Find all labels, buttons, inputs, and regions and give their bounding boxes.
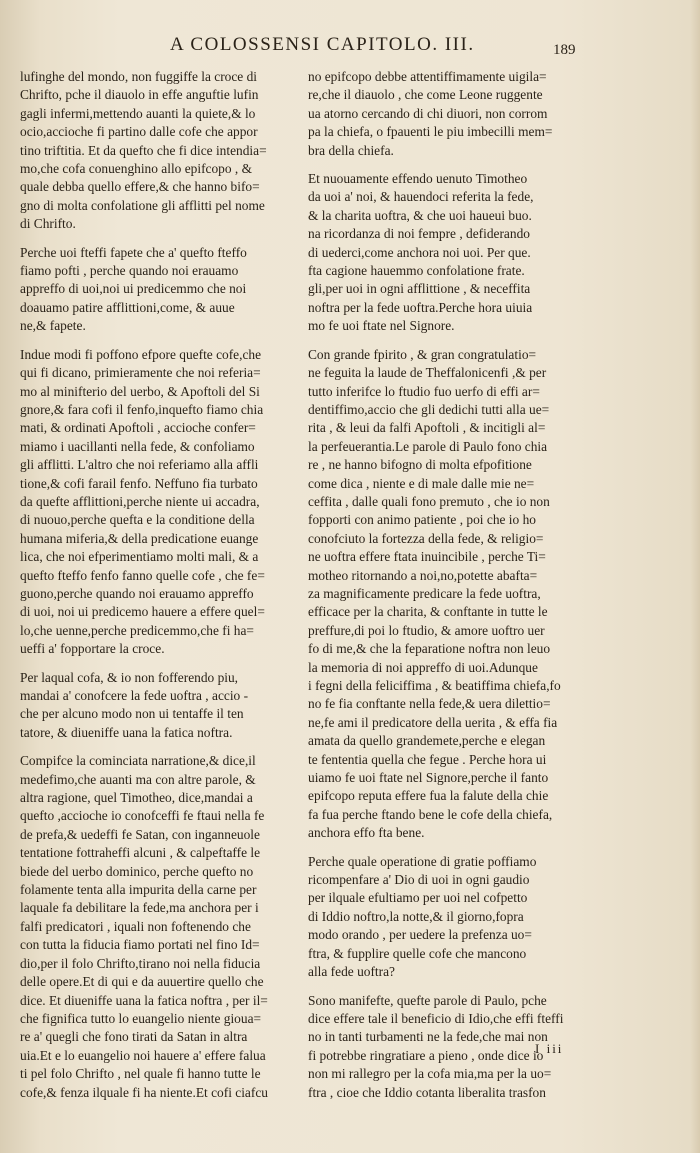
text-line: re,che il diauolo , che come Leone ruggente <box>308 87 543 103</box>
text-line: preffure,di poi lo ftudio, & amore uoftro uer <box>308 622 545 638</box>
text-line: Per laqual cofa, & io non fofferendo piu, <box>20 669 239 685</box>
text-line: che per alcuno modo non ui tentaffe il ten <box>20 706 244 722</box>
text-line: re , ne hanno bifogno di molta efpofitione <box>308 457 532 473</box>
text-line: mandai a' conofcere la fede uoftra , accio - <box>20 688 249 703</box>
text-line: ocio,accioche fi partino dalle cofe che appor <box>20 124 258 140</box>
text-line: epifcopo reputa effere fua la falute della chie <box>308 788 549 804</box>
text-line: gagli infermi,mettendo auanti la quiete,& lo <box>20 105 256 121</box>
text-line: ne uoftra effere ftata inuincibile , perche Ti= <box>308 549 546 565</box>
text-line: non mi rallegro per la cofa mia,ma per la uo= <box>308 1066 552 1082</box>
text-line: ceffita , dalle quali fono premuto , che io non <box>308 493 550 509</box>
text-line: di Iddio noftro,la notte,& il giorno,fopra <box>308 908 524 924</box>
text-line: Con grande fpirito , & gran congratulatio= <box>308 346 537 362</box>
text-line: de prefa,& uedeffi fe Satan, con inganneuole <box>20 826 260 842</box>
paragraph <box>20 244 305 336</box>
text-line: per ilquale efultiamo per uoi nel cofpetto <box>308 890 528 906</box>
text-line: dentiffimo,accio che gli dedichi tutti alla ue= <box>308 401 550 417</box>
text-line: medefimo,che auanti ma con altre parole, & <box>20 771 256 787</box>
text-line: te fententia quella che fegue . Perche hora ui <box>308 751 547 767</box>
text-line: & la charita uoftra, & che uoi haueui buo. <box>308 207 532 223</box>
text-line: modo orando , per uedere la prefenza uo= <box>308 927 532 943</box>
text-line: ueffi a' fopportare la croce. <box>20 641 165 657</box>
text-line: doauamo patire afflittioni,come, & auue <box>20 299 235 315</box>
text-line: dice effere tale il beneficio di Idio,che effi fteffi <box>308 1010 564 1026</box>
text-line: conofciuto la fortezza della fede, & religio= <box>308 530 544 546</box>
text-line: fi potrebbe ringratiare a pieno , onde dice io <box>308 1047 544 1063</box>
text-line: ne,fe ami il predicatore della uerita , & effa fia <box>308 714 558 730</box>
text-line: di Chrifto. <box>20 216 76 232</box>
text-line: la memoria di noi appreffo di uoi.Adunque <box>308 659 538 675</box>
text-line: lica, che noi efperimentiamo molti mali, & a <box>20 549 259 565</box>
text-line: ftra , cioe che Iddio cotanta liberalita trasfon <box>308 1084 546 1100</box>
text-line: delle opere.Et di qui e da auuertire quello che <box>20 974 264 990</box>
text-line: Et nuouamente effendo uenuto Timotheo <box>308 171 528 187</box>
text-line: ti pel folo Chrifto , nel quale fi hanno tutte le <box>20 1066 261 1082</box>
text-line: ua atorno cercando di chi diuori, non corrom <box>308 105 548 121</box>
text-line: efficace per la charita, & conftante in tutte le <box>308 604 548 620</box>
text-line: fiamo pofti , perche quando noi erauamo <box>20 263 239 279</box>
text-line: lufinghe del mondo, non fuggiffe la croce di <box>20 69 257 84</box>
text-line: uiamo fe uoi ftate nel Signore,perche il fanto <box>308 770 549 786</box>
right-column <box>308 68 593 1112</box>
text-line: tatore, & diueniffe uana la fatica noftra. <box>20 724 233 740</box>
text-line: mo fe uoi ftate nel Signore. <box>308 318 455 334</box>
text-line: motheo ritornando a noi,no,potette abafta= <box>308 567 538 583</box>
text-line: di nuouo,perche quefta e la conditione della <box>20 512 255 528</box>
text-line: con tutta la fiducia fiamo portati nel fino Id= <box>20 937 260 953</box>
text-line: noftra per la fede uoftra.Perche hora uiuia <box>308 299 533 315</box>
text-line: humana miferia,& della predicatione euange <box>20 530 259 546</box>
text-line: alla fede uoftra? <box>308 964 395 980</box>
text-line: la perfeuerantia.Le parole di Paulo fono chia <box>308 438 548 454</box>
paragraph <box>20 752 305 1102</box>
text-line: come dica , niente e di male dalle mie ne= <box>308 475 535 491</box>
text-line: Sono manifefte, quefte parole di Paulo, pche <box>308 992 547 1008</box>
paragraph <box>20 68 305 234</box>
text-line: guono,perche quando noi erauamo appreffo <box>20 585 254 601</box>
text-line: fo di me,& che la feparatione noftra non leuo <box>308 641 551 657</box>
text-line: gli afflitti. L'altro che noi referiamo alla affli <box>20 457 259 473</box>
text-line: tione,& cofi farail fenfo. Neffuno fia turbato <box>20 475 258 491</box>
text-line: ne feguita la laude de Theffalonicenfi ,& per <box>308 365 547 381</box>
text-line: da quefte afflittioni,perche niente ui accadra, <box>20 493 260 509</box>
signature-mark: I iii <box>535 1041 564 1056</box>
text-line: gnore,& fara cofi il fenfo,inquefto fiamo chia <box>20 401 264 417</box>
paragraph <box>308 853 593 982</box>
text-line: gno di molta confolatione gli afflitti pel nome <box>20 197 265 213</box>
text-line: ftra, & fupplire quelle cofe che mancono <box>308 945 527 961</box>
paragraph <box>20 346 305 659</box>
text-line: no in tanti turbamenti ne la fede,che mai non <box>308 1029 548 1045</box>
paragraph <box>20 669 305 743</box>
text-line: da uoi a' noi, & hauendoci referita la fede, <box>308 189 534 205</box>
text-line: mo,che cofa conuenghino allo epifcopo , & <box>20 161 253 177</box>
text-line: i fegni della feliciffima , & beatiffima chiefa,fo <box>308 678 561 693</box>
text-line: quefto fteffo fenfo fanno quelle cofe , che fe= <box>20 567 265 583</box>
page-number: 189 <box>553 42 576 58</box>
text-line: Compifce la cominciata narratione,& dice,il <box>20 753 256 769</box>
running-head: A COLOSSENSI CAPITOLO. III. <box>170 34 475 55</box>
text-line: ricompenfare a' Dio di uoi in ogni gaudio <box>308 872 530 888</box>
text-line: di uoi, noi ui predicemo hauere a effere quel= <box>20 604 265 620</box>
text-line: qui fi dicano, primieramente che noi referia= <box>20 365 261 381</box>
text-line: fa fua perche ftando bene le cofe della chiefa, <box>308 806 553 822</box>
text-line: amata da quello grandemete,perche e elegan <box>308 733 546 749</box>
text-line: fta cagione hauemmo confolatione frate. <box>308 263 525 279</box>
text-line: folamente tenta alla impurita della carne per <box>20 882 257 898</box>
text-line: bra della chiefa. <box>308 142 394 158</box>
paragraph <box>308 170 593 336</box>
text-line: Indue modi fi poffono efpore quefte cofe,che <box>20 346 262 362</box>
text-line: Perche quale operatione di gratie poffiamo <box>308 853 537 869</box>
text-line: no epifcopo debbe attentiffimamente uigila= <box>308 69 547 84</box>
text-line: uia.Et e lo euangelio noi hauere a' effere falua <box>20 1047 266 1063</box>
text-line: lo,che uenne,perche predicemmo,che fi ha= <box>20 622 254 638</box>
text-line: di uederci,come anchora noi uoi. Per que. <box>308 244 531 260</box>
text-line: appreffo di uoi,noi ui predicemmo che noi <box>20 281 247 297</box>
paragraph <box>308 346 593 843</box>
text-line: rita , & leui da falfi Apoftoli , & incitigli al= <box>308 420 546 436</box>
text-line: cofe,& fenza ilquale fi ha niente.Et cofi ciafcu <box>20 1084 268 1100</box>
text-line: Perche uoi fteffi fapete che a' quefto fteffo <box>20 244 247 260</box>
text-line: pa la chiefa, o fpauenti le piu imbecilli mem= <box>308 124 553 140</box>
text-line: quefto ,accioche io conofceffi fe ftaui nella fe <box>20 808 265 824</box>
text-line: fopporti con animo patiente , poi che io ho <box>308 512 536 528</box>
text-line: za magnificamente predicare la fede uoftra, <box>308 585 541 601</box>
paragraph <box>308 68 593 160</box>
text-line: tentatione fottraheffi alcuni , & calpeftaffe le <box>20 845 261 861</box>
text-line: quale debba quello effere,& che hanno bifo= <box>20 179 260 195</box>
text-line: falfi predicatori , iquali non foftenendo che <box>20 918 251 934</box>
text-line: gli,per uoi in ogni afflittione , & neceffita <box>308 281 531 297</box>
text-line: ne,& fapete. <box>20 318 86 334</box>
text-line: no fe fia conftante nella fede,& uera dilettio= <box>308 696 551 712</box>
text-line: anchora effo fta bene. <box>308 825 425 841</box>
text-line: dio,per il folo Chrifto,tirano noi nella fiducia <box>20 955 261 971</box>
text-line: biede del uerbo dominico, perche quefto no <box>20 863 254 879</box>
text-line: mati, & ordinati Apoftoli , accioche confer= <box>20 420 256 436</box>
text-line: tino triftitia. Et da quefto che fi dice intendia= <box>20 142 267 158</box>
text-line: laquale fa debilitare la fede,ma anchora per i <box>20 900 259 916</box>
text-line: mo al minifterio del uerbo, & Apoftoli del Si <box>20 383 260 399</box>
text-line: tutto inferifce lo ftudio fuo uerfo di effi ar= <box>308 383 540 399</box>
text-line: re a' quegli che fono tirati da Satan in altra <box>20 1029 248 1045</box>
text-line: che fignifica tutto lo euangelio niente gioua= <box>20 1010 262 1026</box>
text-line: na ricordanza di noi fempre , defiderando <box>308 226 530 242</box>
text-line: dice. Et diueniffe uana la fatica noftra , per il= <box>20 992 268 1008</box>
text-line: miamo i uacillanti nella fede, & confoliamo <box>20 438 255 454</box>
text-line: Chrifto, pche il diauolo in effe anguftie lufin <box>20 87 259 103</box>
text-line: altra ragione, quel Timotheo, dice,mandai a <box>20 790 253 806</box>
left-column <box>20 68 305 1112</box>
